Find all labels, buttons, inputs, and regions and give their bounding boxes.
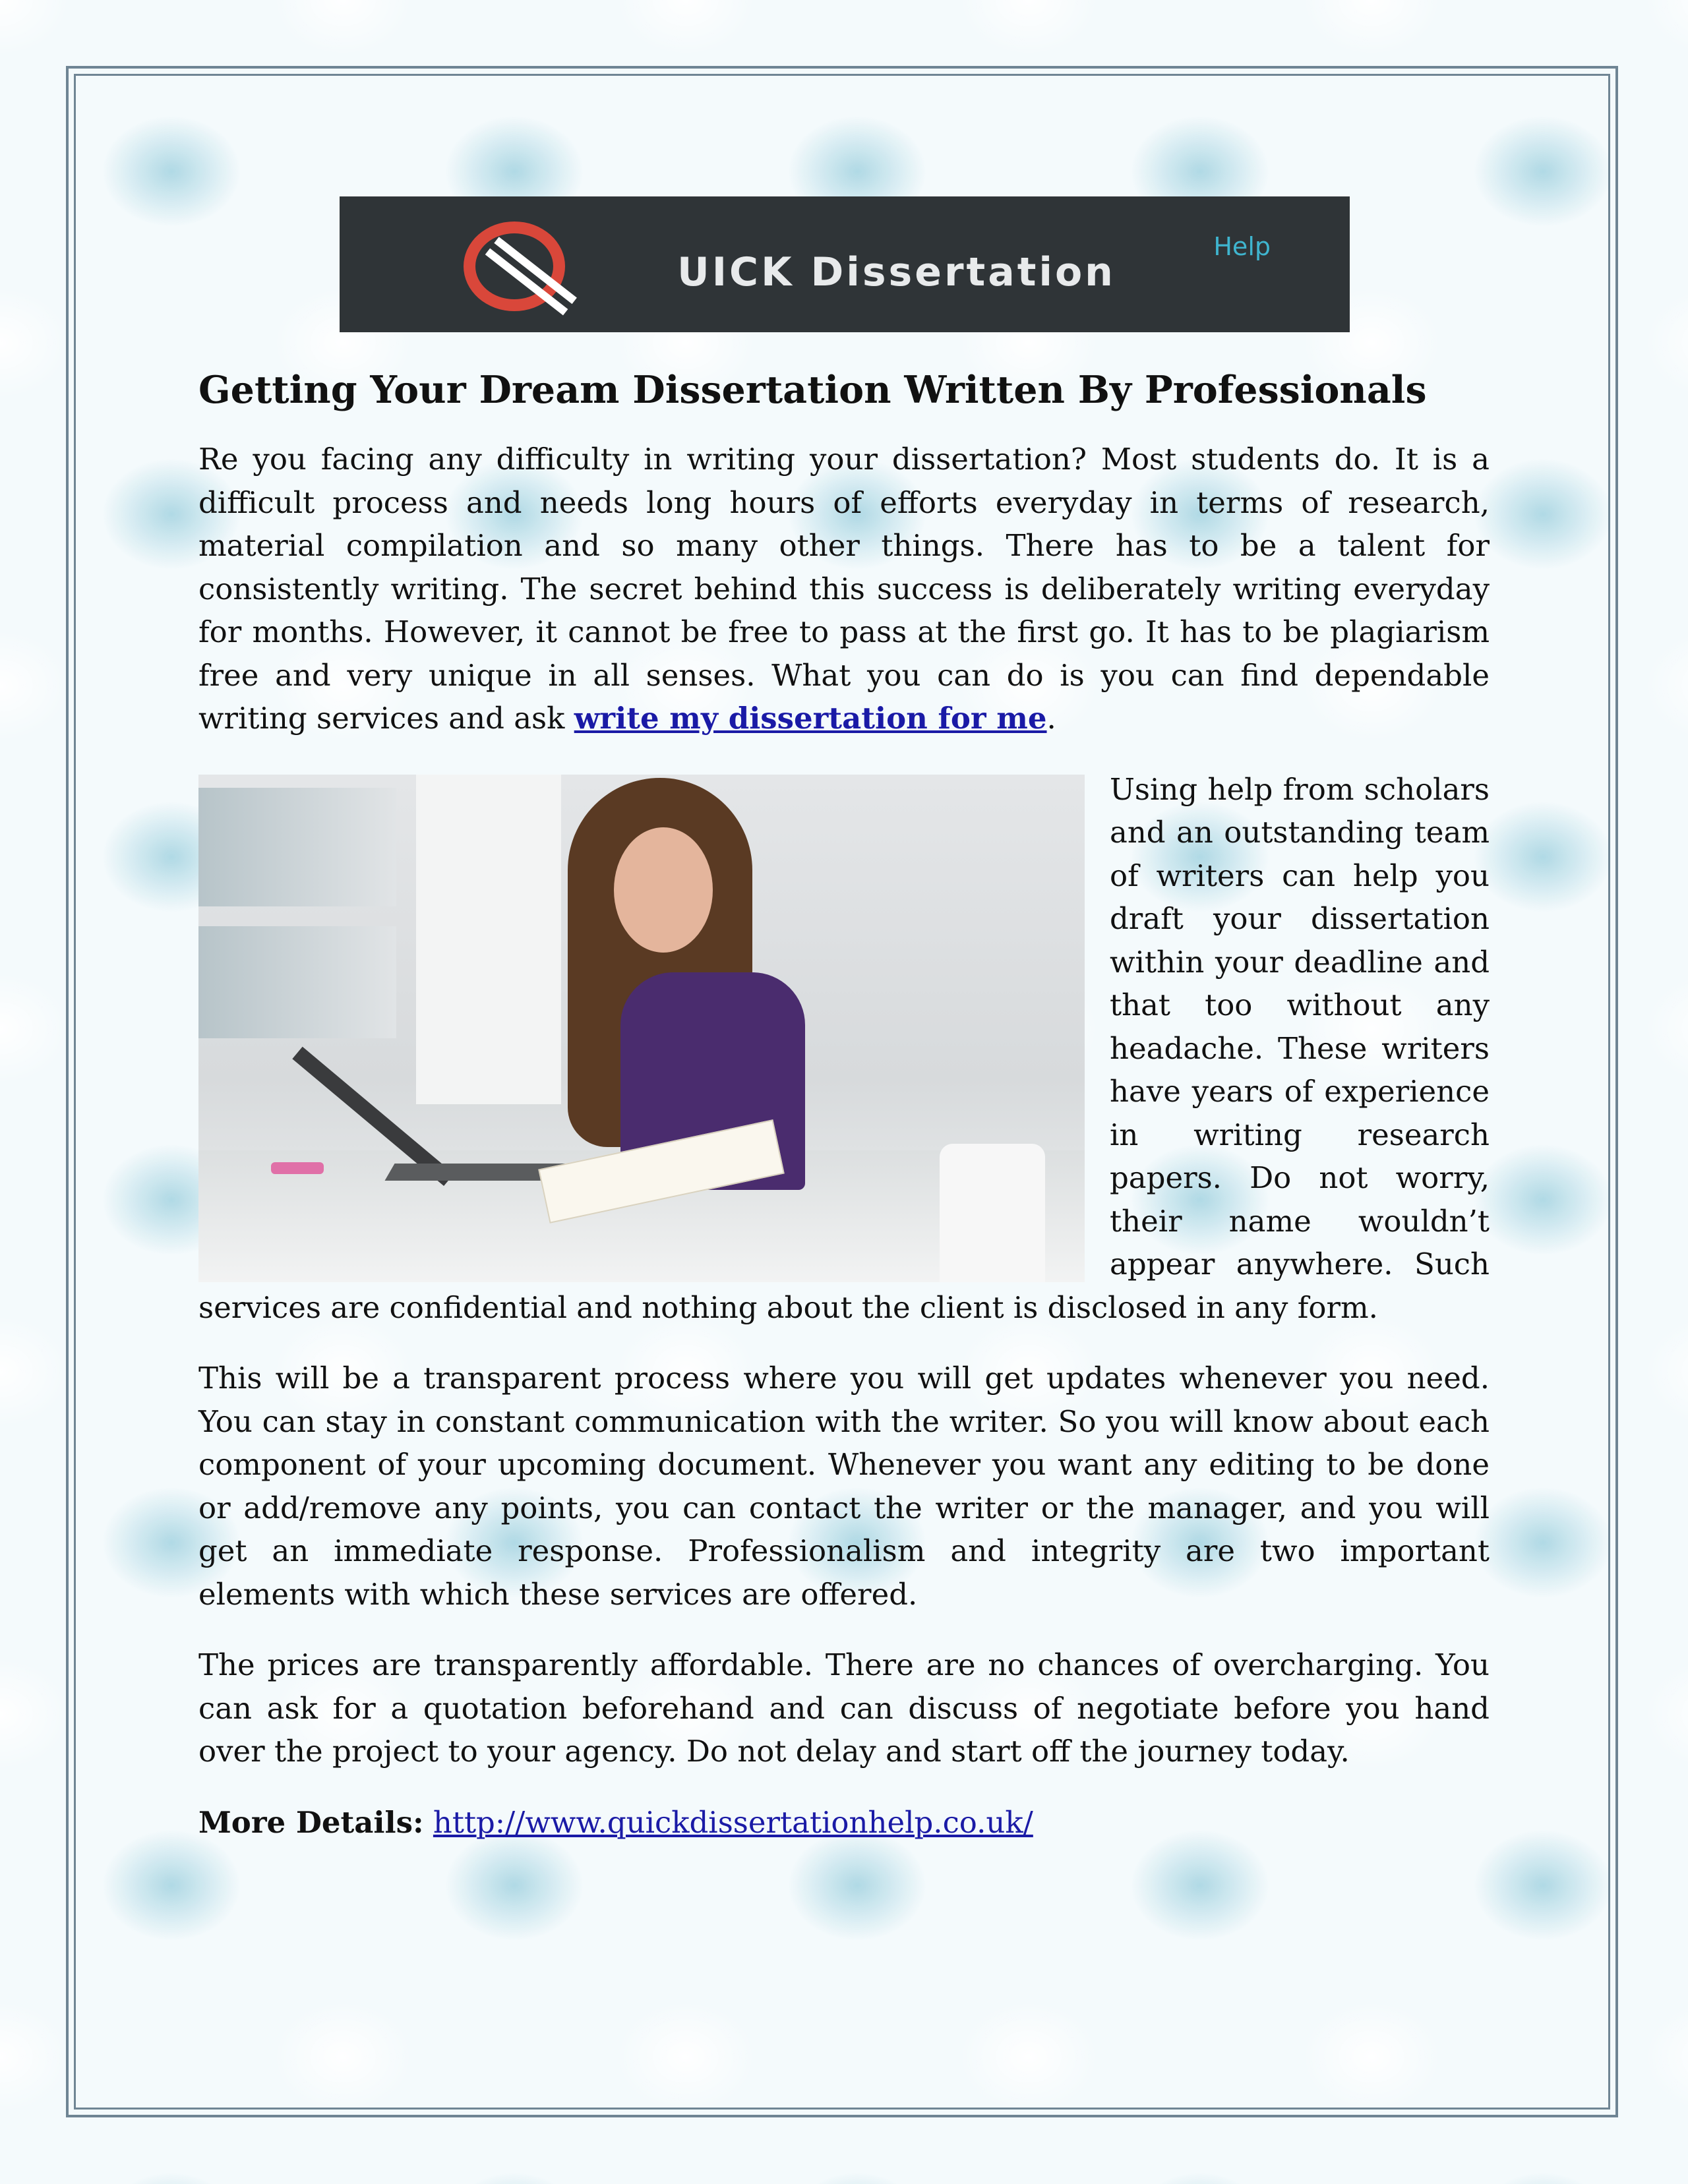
article [198, 364, 1490, 1872]
logo-tagline: Help [1213, 232, 1271, 261]
paragraph-intro [198, 438, 1490, 740]
bookshelf [198, 926, 396, 1038]
chair [940, 1144, 1045, 1282]
student-face [614, 827, 713, 953]
background-window [416, 775, 561, 1104]
more-details-line [198, 1801, 1490, 1845]
bookshelf [198, 788, 396, 906]
logo-wordmark: UICK Dissertation [677, 249, 1116, 295]
logo-q-ring [464, 221, 565, 311]
paragraph-scholars-text: Using help from scholars and an outstanding team of writers can help you draft your dissertation within your deadline and that too without any headache. These writers have years of experience in writing research papers. Do not worry, their name wouldn’t appear anywhere. Such services are confidential and nothing about the client is disclosed in any form. [198, 771, 1490, 1325]
brand-logo [340, 196, 1350, 332]
paragraph-intro-text: Re you facing any difficulty in writing your dissertation? Most students do. It is a difficult process and needs long hours of efforts everyday in terms of research, material compilation and so many other things. There has to be a talent for consistently writing. The secret behind this success is deliberately writing everyday for months. However, it cannot be free to pass at the first go. It has to be plagiarism free and very unique in all senses. What you can do is you can find dependable writing services and ask [198, 442, 1490, 736]
more-details-label: More Details: [198, 1804, 424, 1840]
highlighter-pen [271, 1162, 324, 1174]
article-title: Getting Your Dream Dissertation Written By Professionals [198, 368, 1427, 412]
write-my-dissertation-link[interactable]: write my dissertation for me [574, 701, 1047, 736]
paragraph-prices: The prices are transparently affordable. There are no chances of overcharging. You can ask for a quotation beforehand and can discuss of negotiate before you hand over the project to your agency. Do not delay and start off the journey today. [198, 1647, 1490, 1769]
student-photo [198, 775, 1085, 1282]
website-link[interactable]: http://www.quickdissertationhelp.co.uk/ [433, 1804, 1033, 1840]
paragraph-intro-end: . [1046, 701, 1056, 736]
paragraph-process: This will be a transparent process where you will get updates whenever you need. You can stay in constant communication with the writer. So you will know about each component of your upcoming document. Whenever you want any editing to be done or add/remove any points, you can contact the writer or the manager, and you will get an immediate response. Professionalism and integrity are two important elements with which these services are offered. [198, 1361, 1490, 1612]
paragraph-scholars [198, 768, 1490, 1330]
